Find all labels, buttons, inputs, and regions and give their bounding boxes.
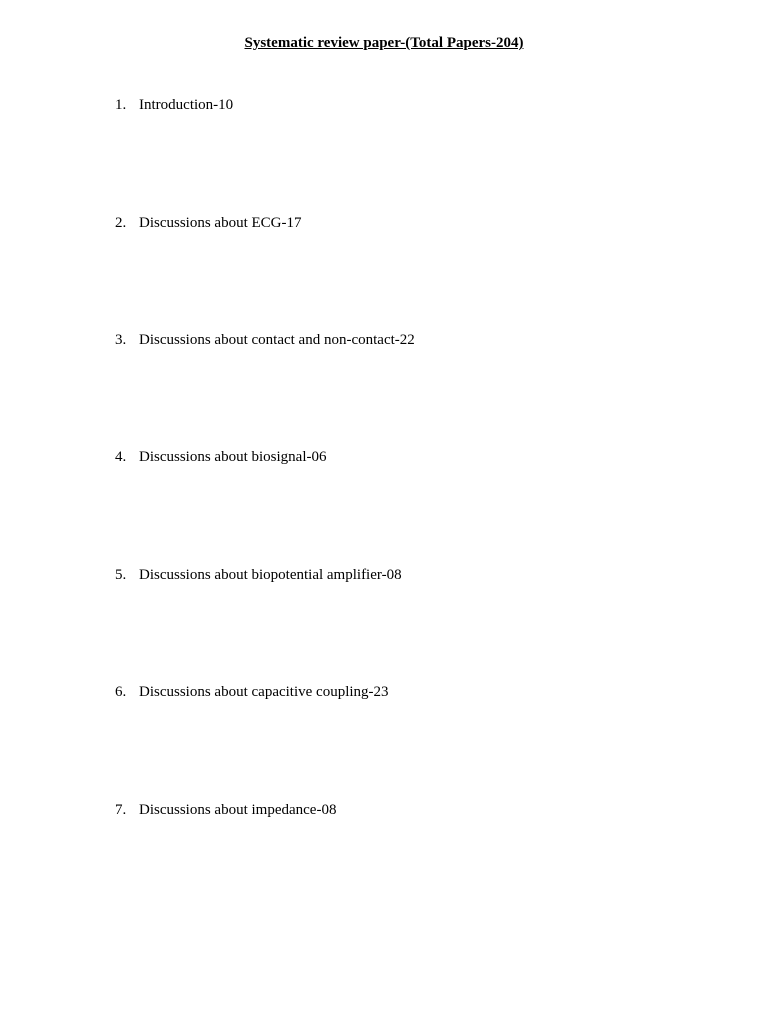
list-item-text: Discussions about contact and non-contact-22	[139, 332, 415, 348]
list-item-text: Discussions about biopotential amplifier-08	[139, 567, 402, 583]
page-title: Systematic review paper-(Total Papers-204)	[244, 35, 524, 51]
list-item-text: Discussions about capacitive coupling-23	[139, 684, 389, 700]
list-item-number: 4.	[115, 449, 127, 465]
list-item-number: 3.	[115, 332, 127, 348]
list-item-number: 2.	[115, 215, 127, 231]
list-item-number: 6.	[115, 684, 127, 700]
list-item	[115, 448, 327, 466]
list-item	[115, 801, 336, 819]
list-item-number: 5.	[115, 567, 127, 583]
list-item	[115, 683, 389, 701]
list-item	[115, 566, 402, 584]
list-item-text: Introduction-10	[139, 97, 234, 113]
list-item-text: Discussions about impedance-08	[139, 802, 337, 818]
list-item-number: 1.	[115, 97, 127, 113]
list-item	[115, 331, 415, 349]
list-item-text: Discussions about ECG-17	[139, 215, 302, 231]
list-item-text: Discussions about biosignal-06	[139, 449, 327, 465]
list-item	[115, 214, 302, 232]
list-item	[115, 96, 233, 114]
list-item-number: 7.	[115, 802, 127, 818]
